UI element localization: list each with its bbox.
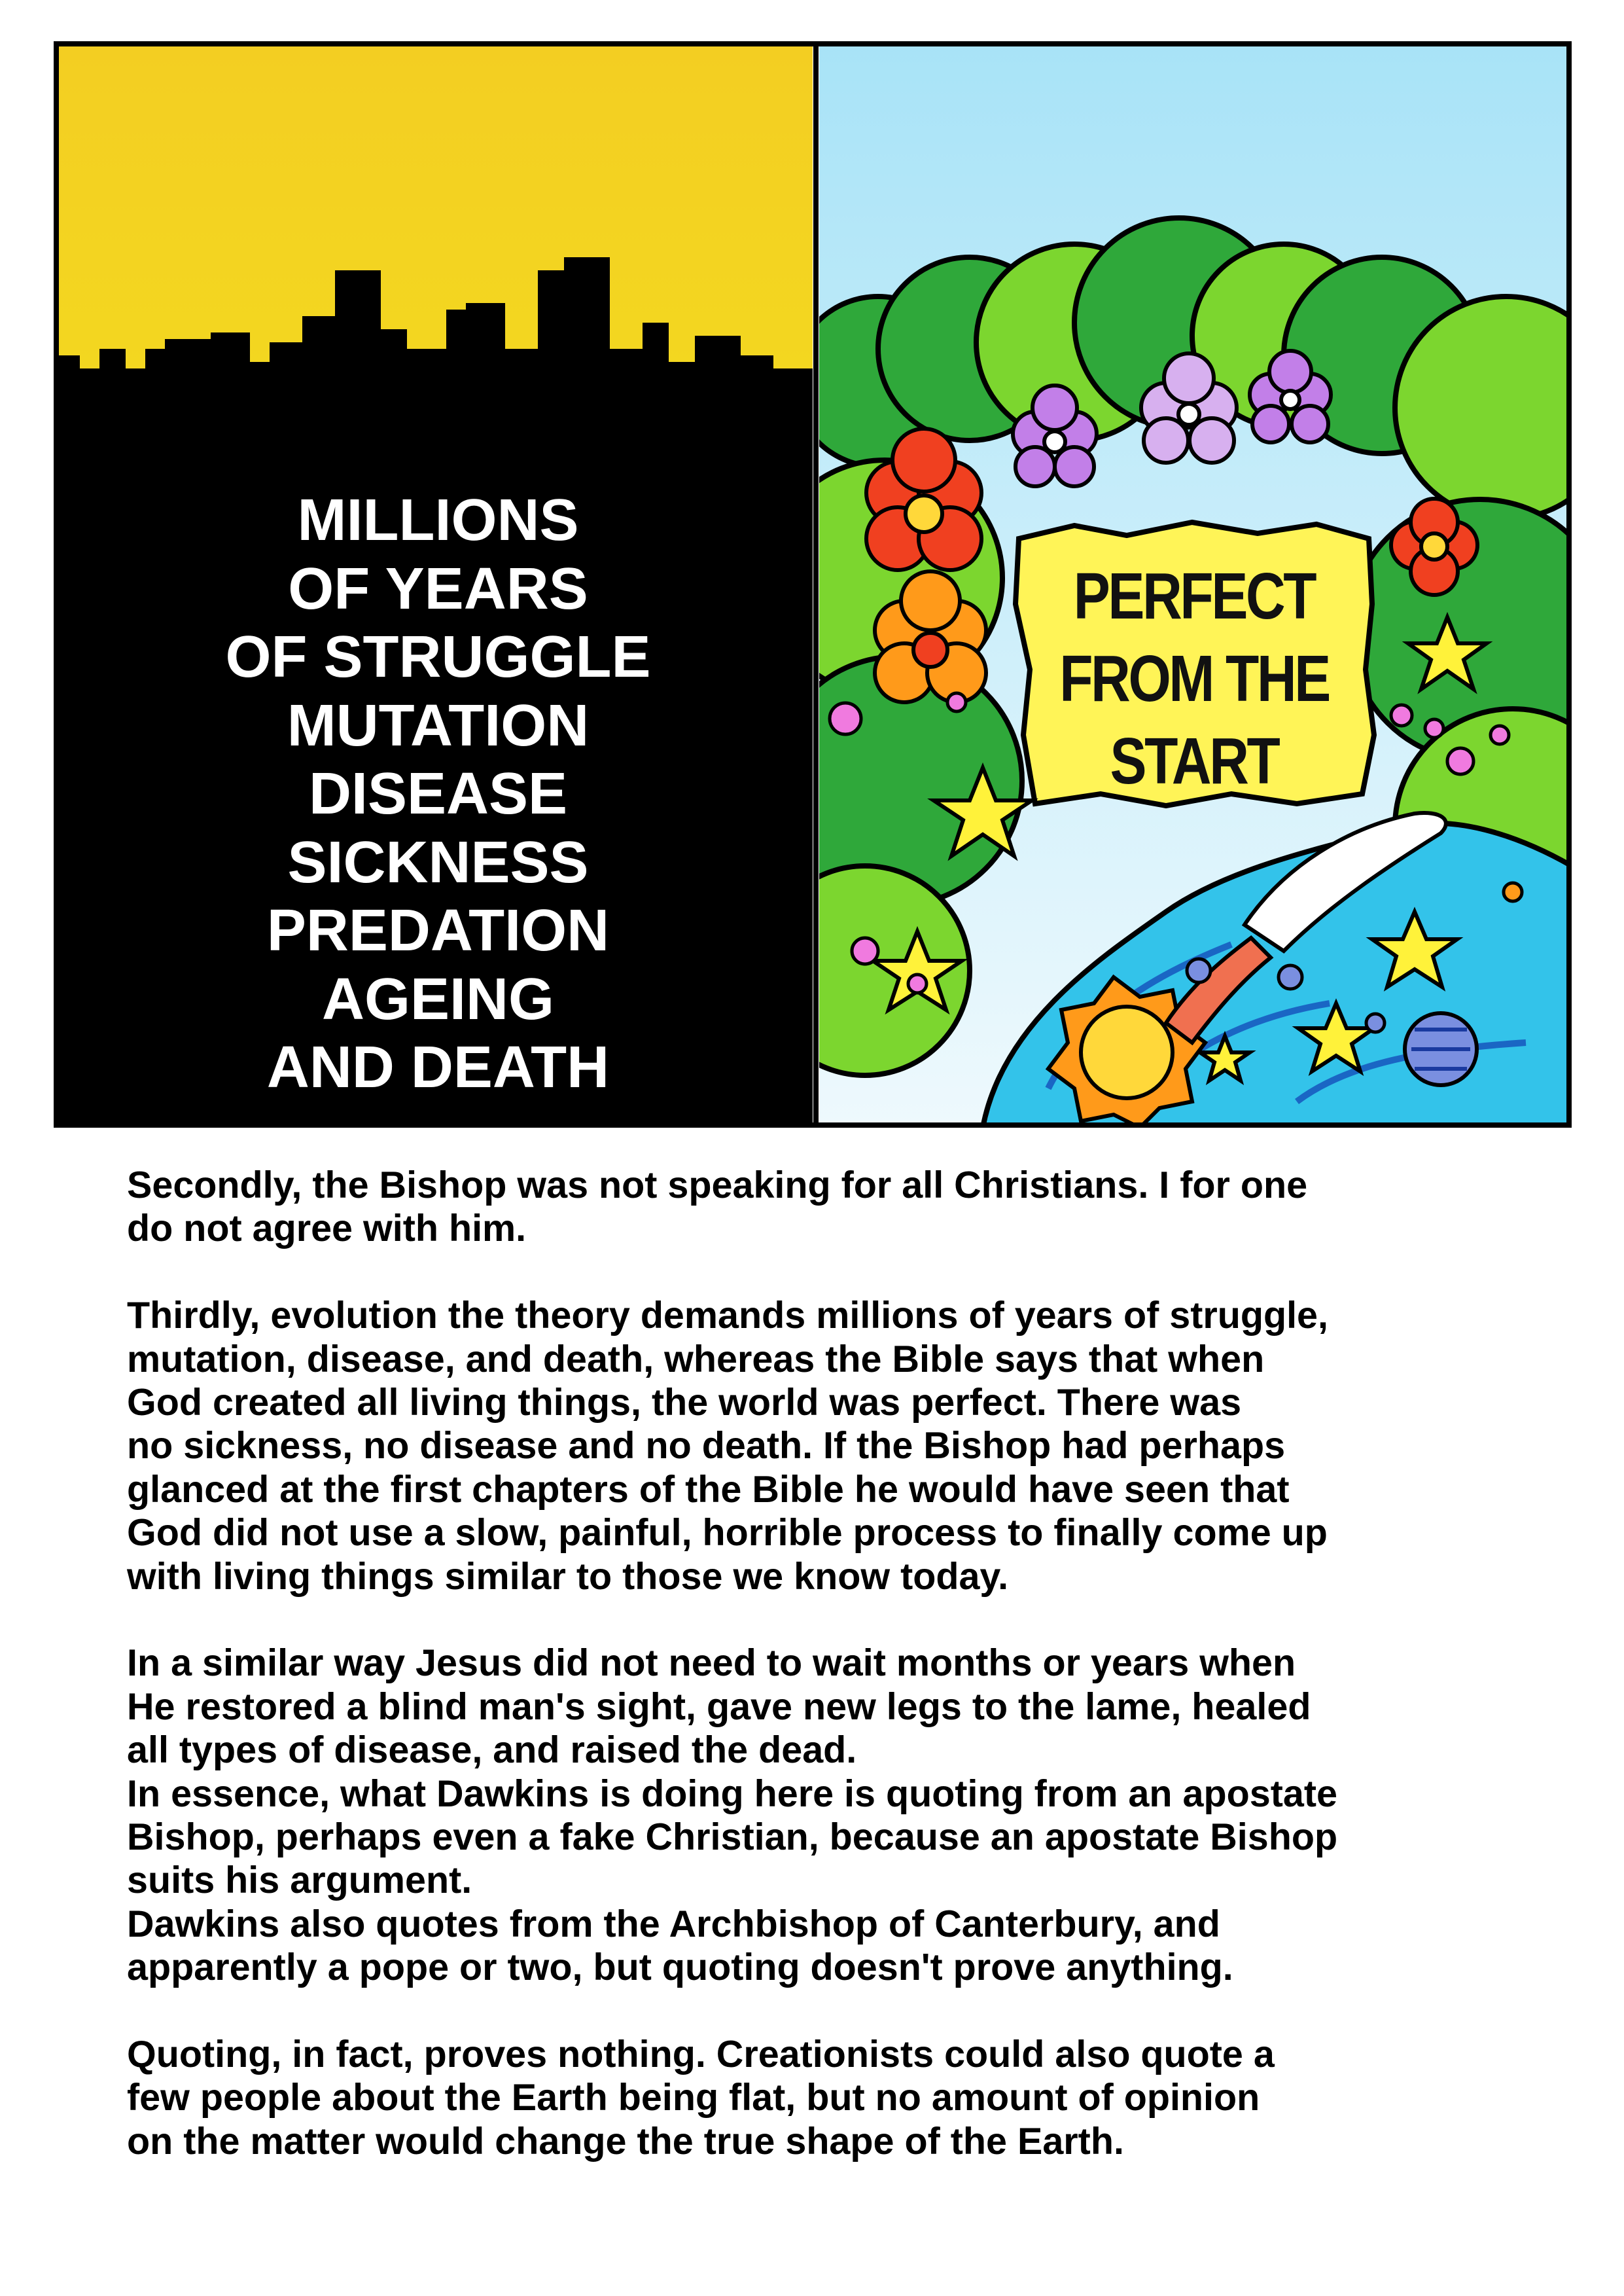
paragraph-gap (127, 1251, 1514, 1294)
text-line: In a similar way Jesus did not need to wait months or years when (127, 1642, 1296, 1685)
text-line: In essence, what Dawkins is doing here is quoting from an apostate (127, 1772, 1337, 1815)
text-line: with living things similar to those we know today. (127, 1555, 1009, 1598)
text-line: God created all living things, the world was perfect. There was (127, 1382, 1242, 1424)
caption-line: DISEASE (308, 761, 568, 827)
sign-line: FROM THE (1059, 642, 1329, 715)
text-line: Bishop, perhaps even a fake Christian, because an apostate Bishop (127, 1816, 1338, 1859)
caption-line: OF STRUGGLE (225, 624, 651, 690)
text-line: Secondly, the Bishop was not speaking for all Christians. I for one (127, 1164, 1308, 1206)
text-line: He restored a blind man's sight, gave new legs to the lame, healed (127, 1685, 1311, 1728)
text-line: glanced at the first chapters of the Bible he would have seen that (127, 1468, 1290, 1511)
text-line: all types of disease, and raised the dead. (127, 1729, 857, 1772)
text-line: Quoting, in fact, proves nothing. Creationists could also quote a (127, 2034, 1275, 2076)
caption-line: OF YEARS (288, 556, 588, 622)
caption-line: SICKNESS (287, 829, 589, 895)
caption-line: AGEING (321, 966, 555, 1032)
caption-line: MUTATION (287, 692, 590, 759)
paragraph (127, 1641, 1514, 1989)
caption-line: MILLIONS (297, 488, 579, 553)
text-line: on the matter would change the true shape of the Earth. (127, 2120, 1124, 2162)
sign-text (1059, 555, 1329, 802)
text-line: mutation, disease, and death, whereas the Bible says that when (127, 1338, 1265, 1380)
sign-line: PERFECT (1073, 560, 1315, 633)
text-line: apparently a pope or two, but quoting doesn't prove anything. (127, 1946, 1233, 1989)
paragraph (127, 1164, 1514, 1251)
text-line: no sickness, no disease and no death. If the Bishop had perhaps (127, 1425, 1286, 1467)
text-line: do not agree with him. (127, 1208, 527, 1250)
text-line: Thirdly, evolution the theory demands millions of years of struggle, (127, 1295, 1329, 1337)
paragraph (127, 1294, 1514, 1598)
caption-line: AND DEATH (266, 1035, 610, 1100)
paragraph-gap (127, 1598, 1514, 1641)
paragraph (127, 2033, 1514, 2163)
paragraph-gap (127, 1990, 1514, 2033)
body-text (127, 1164, 1514, 2163)
ball-icon (1405, 1013, 1477, 1085)
text-line: few people about the Earth being flat, but no amount of opinion (127, 2077, 1260, 2119)
text-line: suits his argument. (127, 1859, 472, 1902)
comic-illustration (54, 41, 1572, 1128)
text-line: God did not use a slow, painful, horrible process to finally come up (127, 1512, 1328, 1554)
sign-line: START (1110, 725, 1279, 798)
caption-line: PREDATION (266, 898, 610, 963)
text-line: Dawkins also quotes from the Archbishop of Canterbury, and (127, 1903, 1220, 1945)
left-panel-caption (86, 486, 790, 1102)
